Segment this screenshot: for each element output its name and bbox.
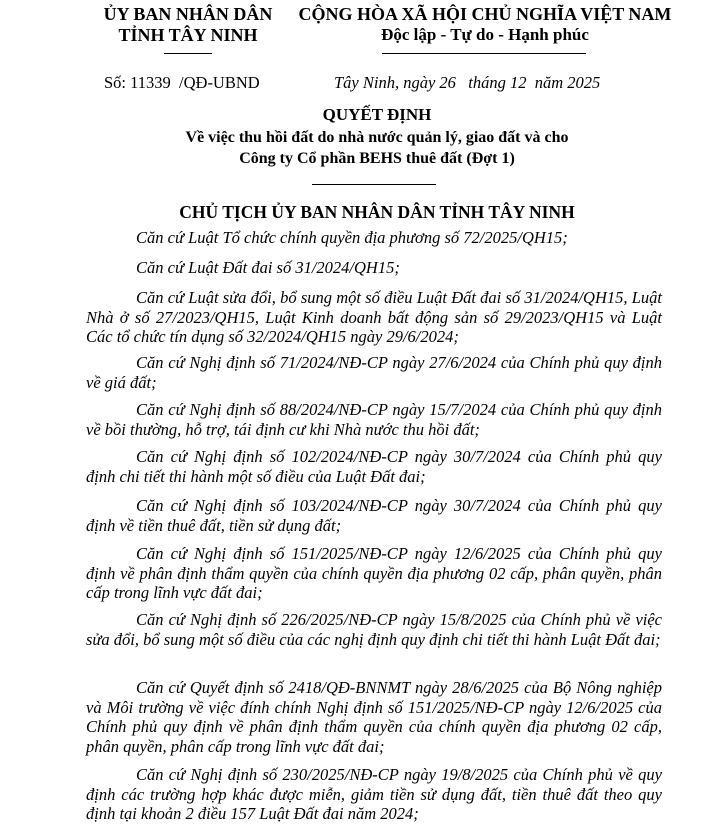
motto-underline [382,53,586,54]
place-and-date: Tây Ninh, ngày 26 tháng 12 năm 2025 [334,73,601,92]
subject-line-1: Về việc thu hồi đất do nhà nước quản lý, giao đất và cho [185,129,569,146]
legal-basis-4: Căn cứ Nghị định số 71/2024/NĐ-CP ngày 27/6/2024 của Chính phủ quy định về giá đất; [86,353,662,392]
agency-name-line1: ỦY BAN NHÂN DÂN [103,4,273,24]
legal-basis-1: Căn cứ Luật Tổ chức chính quyền địa phương số 72/2025/QH15; [136,228,568,247]
legal-basis-5: Căn cứ Nghị định số 88/2024/NĐ-CP ngày 15/7/2024 của Chính phủ quy định về bồi thường, hỗ trợ, tái định cư khi Nhà nước thu hồi đất; [86,400,662,439]
agency-underline [164,53,212,54]
legal-basis-7: Căn cứ Nghị định số 103/2024/NĐ-CP ngày 30/7/2024 của Chính phủ quy định về tiền thuê đất, tiền sử dụng đất; [86,496,662,535]
document-number: Số: 11339 /QĐ-UBND [104,73,260,92]
legal-basis-11: Căn cứ Nghị định số 230/2025/NĐ-CP ngày 19/8/2025 của Chính phủ về quy định các trường hợp khác được miễn, giảm tiền sử dụng đất, tiền thuê đất theo quy định tại khoản 2 điều 157 Luật Đất đai năm 2024; [86,765,662,823]
legal-basis-2: Căn cứ Luật Đất đai số 31/2024/QH15; [136,258,400,277]
national-title: CỘNG HÒA XÃ HỘI CHỦ NGHĨA VIỆT NAM [298,4,672,24]
document-type-title: QUYẾT ĐỊNH [322,105,432,124]
legal-basis-9: Căn cứ Nghị định số 226/2025/NĐ-CP ngày 15/8/2025 của Chính phủ về việc sửa đổi, bổ sung một số điều của các nghị định quy định chi tiết thi hành Luật Đất đai; [86,610,662,649]
legal-basis-3: Căn cứ Luật sửa đổi, bổ sung một số điều Luật Đất đai số 31/2024/QH15, Luật Nhà ở số 27/2023/QH15, Luật Kinh doanh bất động sản số 29/2023/QH15 và Luật Các tổ chức tín dụng số 32/2024/QH15 ngày 29/6/2024; [86,288,662,346]
subject-line-2: Công ty Cổ phần BEHS thuê đất (Đợt 1) [239,150,515,167]
legal-basis-6: Căn cứ Nghị định số 102/2024/NĐ-CP ngày 30/7/2024 của Chính phủ quy định chi tiết thi hành một số điều của Luật Đất đai; [86,447,662,486]
legal-basis-8: Căn cứ Nghị định số 151/2025/NĐ-CP ngày 12/6/2025 của Chính phủ quy định về phân định thẩm quyền của chính quyền địa phương 02 cấp, phân quyền, phân cấp trong lĩnh vực đất đai; [86,544,662,602]
national-motto: Độc lập - Tự do - Hạnh phúc [381,25,589,44]
issuing-authority: CHỦ TỊCH ỦY BAN NHÂN DÂN TỈNH TÂY NINH [179,202,575,222]
legal-basis-10: Căn cứ Quyết định số 2418/QĐ-BNNMT ngày 28/6/2025 của Bộ Nông nghiệp và Môi trường về việc đính chính Nghị định số 151/2025/NĐ-CP ngày 12/6/2025 của Chính phủ quy định về phân định thẩm quyền của chính quyền địa phương 02 cấp, phân quyền, phân cấp trong lĩnh vực đất đai; [86,678,662,756]
subject-underline [312,184,436,185]
agency-name-line2: TỈNH TÂY NINH [118,25,258,45]
